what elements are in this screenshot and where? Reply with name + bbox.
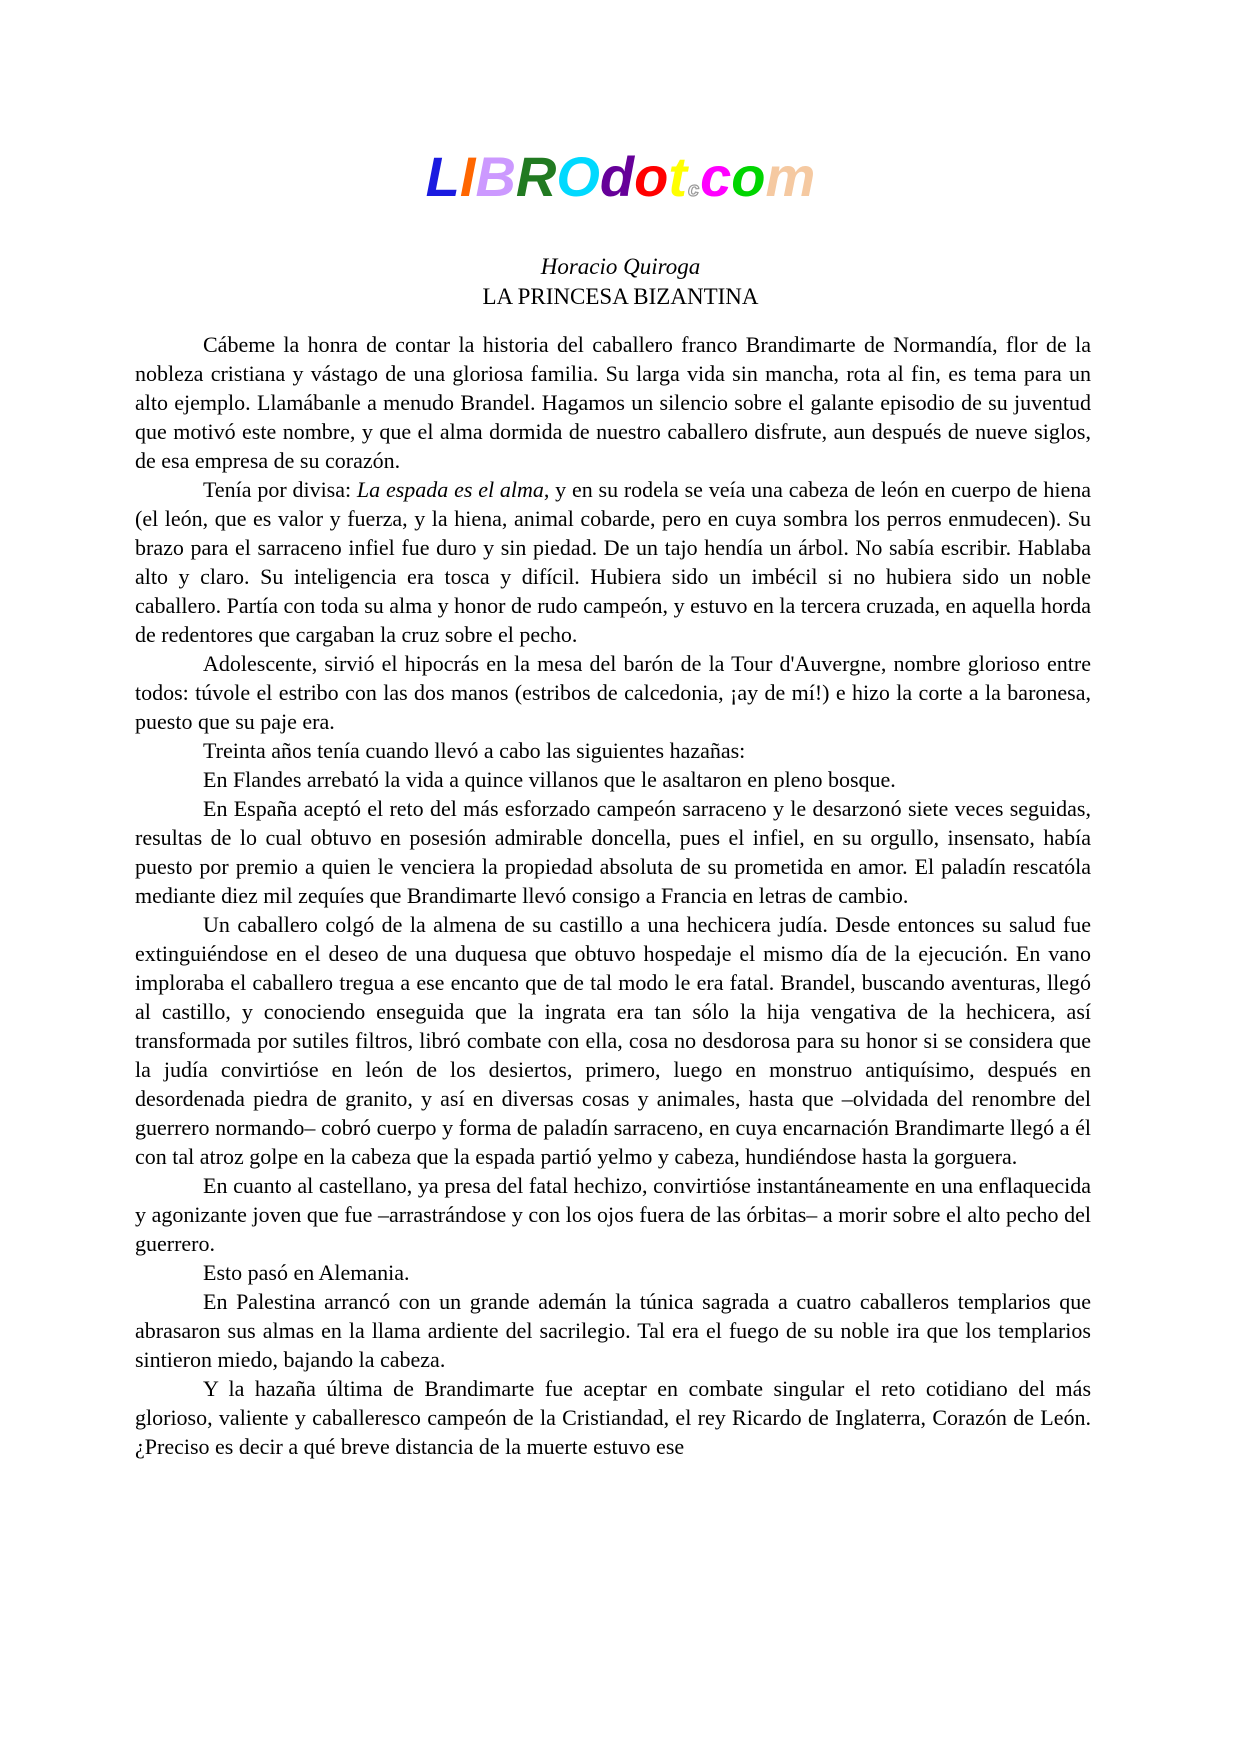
text-run: En España aceptó el reto del más esforzado campeón sarraceno y le desarzonó siete veces seguidas, resultas de lo cual obtuvo en posesión admirable doncella, pues el infiel, en su orgullo, insensato, había puesto por premio a quien le venciera la propiedad absoluta de su prometida en amor. El paladín rescatóla mediante diez mil zequíes que Brandimarte llevó consigo a Francia en letras de cambio. [135, 796, 1091, 908]
story-text [135, 330, 1091, 1461]
logo-letter: c [688, 179, 700, 201]
paragraph [135, 1258, 1091, 1287]
logo-letter: O [556, 145, 600, 208]
text-run: Tenía por divisa: [203, 477, 357, 502]
logo-letter: t [668, 145, 688, 208]
text-run: Treinta años tenía cuando llevó a cabo las siguientes hazañas: [203, 738, 746, 763]
text-run: , y en su rodela se veía una cabeza de león en cuerpo de hiena (el león, que es valor y fuerza, y la hiena, animal cobarde, pero en cuya sombra los perros enmudecen). Su brazo para el sarraceno infiel fue duro y sin piedad. De un tajo hendía un árbol. No sabía escribir. Hablaba alto y claro. Su inteligencia era tosca y difícil. Hubiera sido un imbécil si no hubiera sido un noble caballero. Partía con toda su alma y honor de rudo campeón, y estuvo en la tercera cruzada, en aquella horda de redentores que cargaban la cruz sobre el pecho. [135, 477, 1091, 647]
logo-letter: I [459, 145, 476, 208]
logo-letter: c [700, 145, 732, 208]
site-logo [0, 146, 1241, 221]
paragraph [135, 1171, 1091, 1258]
text-run: Esto pasó en Alemania. [203, 1260, 410, 1285]
paragraph [135, 794, 1091, 910]
page-title: LA PRINCESA BIZANTINA [482, 284, 759, 309]
paragraph [135, 475, 1091, 649]
text-run: En Flandes arrebató la vida a quince villanos que le asaltaron en pleno bosque. [203, 767, 896, 792]
text-run: Un caballero colgó de la almena de su castillo a una hechicera judía. Desde entonces su salud fue extinguiéndose en el deseo de una duquesa que obtuvo hospedaje el mismo día de la ejecución. En vano imploraba el caballero tregua a ese encanto que de tal modo le era fatal. Brandel, buscando aventuras, llegó al castillo, y conociendo enseguida que la ingrata era tan sólo la hija vengativa de la hechicera, así transformada por sutiles filtros, libró combate con ella, cosa no desdorosa para su honor si se considera que la judía convirtióse en león de los desiertos, primero, luego en monstruo antiquísimo, después en desordenada piedra de granito, y así en diversas cosas y animales, hasta que –olvidada del renombre del guerrero normando– cobró cuerpo y forma de paladín sarraceno, en cuya encarnación Brandimarte llegó a él con tal atroz golpe en la cabeza que la espada partió yelmo y cabeza, hundiéndose hasta la gorguera. [135, 912, 1091, 1169]
paragraph [135, 736, 1091, 765]
logo-letter: R [515, 145, 557, 208]
paragraph [135, 910, 1091, 1171]
logo-letter: o [731, 145, 766, 208]
italic-text-run: La espada es el alma [356, 477, 544, 502]
paragraph [135, 1287, 1091, 1374]
logo-letter: m [765, 145, 816, 208]
logo-letter: o [634, 145, 669, 208]
paragraph [135, 1374, 1091, 1461]
text-run: Cábeme la honra de contar la historia del caballero franco Brandimarte de Normandía, flor de la nobleza cristiana y vástago de una gloriosa familia. Su larga vida sin mancha, rota al fin, es tema para un alto ejemplo. Llamábanle a menudo Brandel. Hagamos un silencio sobre el galante episodio de su juventud que motivó este nombre, y que el alma dormida de nuestro caballero disfrute, aun después de nueve siglos, de esa empresa de su corazón. [135, 332, 1091, 473]
logo-letter: d [599, 145, 635, 208]
author-name: Horacio Quiroga [540, 254, 701, 279]
text-run: En cuanto al castellano, ya presa del fatal hechizo, convirtióse instantáneamente en una enflaquecida y agonizante joven que fue –arrastrándose y con los ojos fuera de las órbitas– a morir sobre el alto pecho del guerrero. [135, 1173, 1091, 1256]
text-run: Y la hazaña última de Brandimarte fue aceptar en combate singular el reto cotidiano del más glorioso, valiente y caballeresco campeón de la Cristiandad, el rey Ricardo de Inglaterra, Corazón de León. ¿Preciso es decir a qué breve distancia de la muerte estuvo ese [135, 1376, 1091, 1459]
logo-letter: B [475, 145, 516, 208]
paragraph [135, 649, 1091, 736]
text-run: Adolescente, sirvió el hipocrás en la mesa del barón de la Tour d'Auvergne, nombre glorioso entre todos: túvole el estribo con las dos manos (estribos de calcedonia, ¡ay de mí!) e hizo la corte a la baronesa, puesto que su paje era. [135, 651, 1091, 734]
paragraph [135, 765, 1091, 794]
logo-letter: L [425, 145, 460, 208]
text-run: En Palestina arrancó con un grande ademán la túnica sagrada a cuatro caballeros templarios que abrasaron sus almas en la llama ardiente del sacrilegio. Tal era el fuego de su noble ira que los templarios sintieron miedo, bajando la cabeza. [135, 1289, 1091, 1372]
paragraph [135, 330, 1091, 475]
